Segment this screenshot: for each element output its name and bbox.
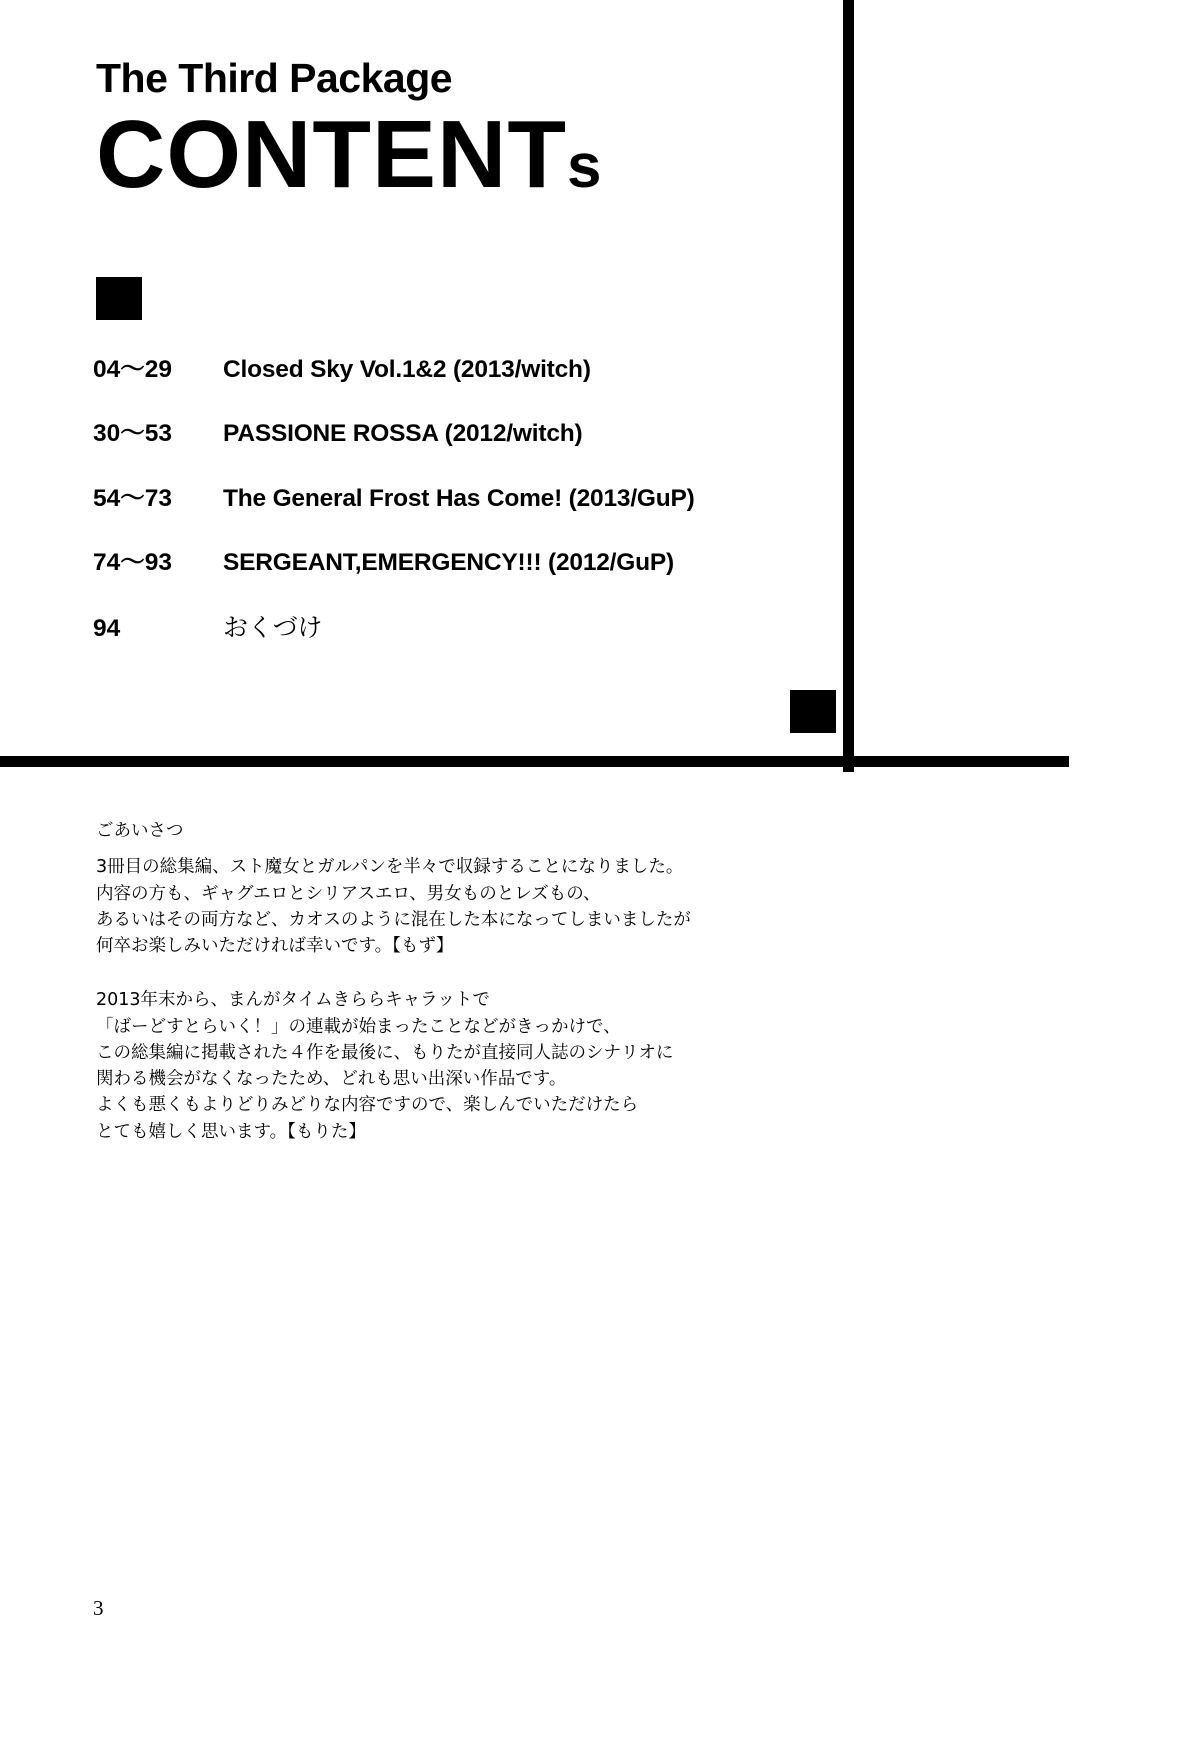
toc-entry-title: The General Frost Has Come! (2013/GuP): [223, 484, 695, 512]
toc-row: [93, 484, 853, 513]
toc-entry-title: PASSIONE ROSSA (2012/witch): [223, 420, 583, 448]
toc-entry-title: Closed Sky Vol.1&2 (2013/witch): [223, 356, 591, 383]
square-ornament-bottom: [790, 690, 836, 733]
afterword-spacer: [96, 959, 856, 987]
horizontal-divider-rule: [0, 756, 1069, 767]
toc-page-range: 04〜29: [93, 356, 173, 383]
toc-row: [93, 419, 853, 448]
page-number: 3: [93, 1596, 104, 1620]
page-title-suffix: s: [566, 132, 602, 201]
book-subtitle: The Third Package: [96, 55, 453, 101]
afterword-paragraph-1: 3冊目の総集編、スト魔女とガルパンを半々で収録することになりました。 内容の方も、ギャグエロとシリアスエロ、男女ものとレズもの、 あるいはその両方など、カオスのように混在した本になってしまいましたが 何卒お楽しみいただければ幸いです。【もず】: [96, 857, 691, 956]
afterword-heading: ごあいさつ: [96, 821, 184, 841]
afterword-paragraph-2: 2013年末から、まんがタイムきららキャラットで 「ばーどすとらいく！」の連載が始まったことなどがきっかけで、 この総集編に掲載された４作を最後に、もりたが直接同人誌のシナリオに 関わる機会がなくなったため、どれも思い出深い作品です。 よくも悪くもよりどりみどりな内容ですので、楽しんでいただけたら とても嬉しく思います。【もりた】: [96, 990, 674, 1142]
toc-row: [93, 355, 853, 384]
page-title-main: CONTENT: [96, 101, 567, 208]
toc-page-range: 94: [93, 614, 121, 642]
page-header: [96, 55, 836, 208]
afterword-section: [96, 818, 856, 1145]
toc-row: [93, 613, 853, 643]
page-title: [96, 101, 836, 208]
square-ornament-top: [96, 277, 142, 320]
toc-page-range: 74〜93: [93, 549, 173, 577]
toc-page-range: 54〜73: [93, 484, 173, 512]
toc-entry-title: SERGEANT,EMERGENCY!!! (2012/GuP): [223, 549, 675, 577]
toc-page-range: 30〜53: [93, 420, 173, 448]
toc-entry-title: おくづけ: [223, 613, 323, 642]
toc-row: [93, 548, 853, 577]
table-of-contents: [93, 355, 853, 678]
